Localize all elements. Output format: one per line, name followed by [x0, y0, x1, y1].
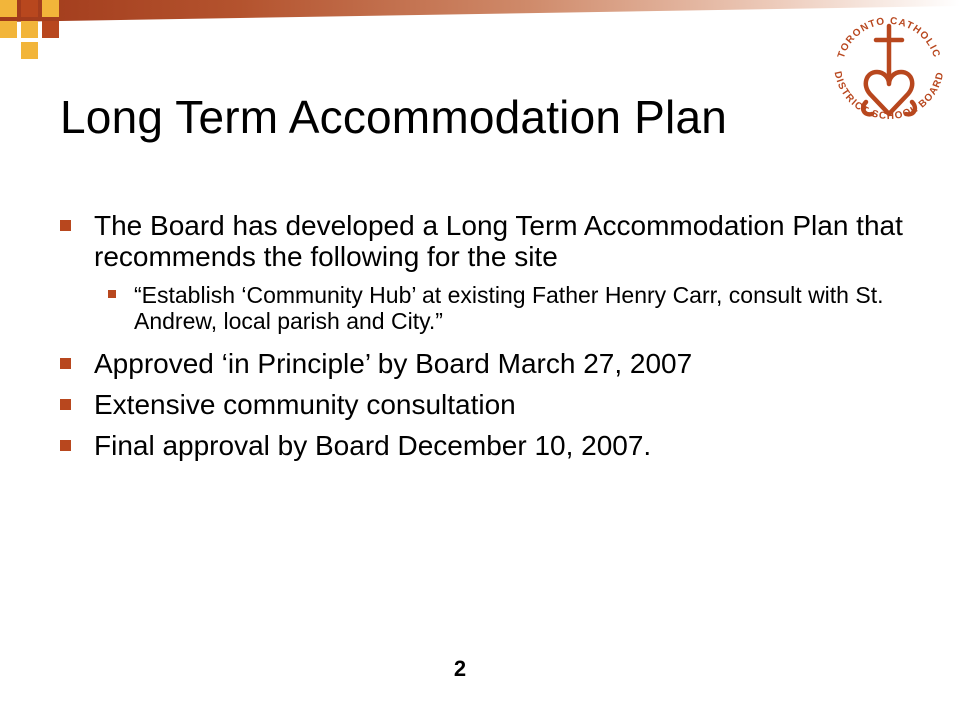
sub-bullet-text: “Establish ‘Community Hub’ at existing Father Henry Carr, consult with St. Andrew, local parish and City.”	[134, 282, 884, 334]
square-bullet-icon	[60, 399, 71, 410]
bullet-text: Final approval by Board December 10, 2007.	[94, 430, 652, 461]
square-bullet-icon	[60, 220, 71, 231]
bullet-text: Approved ‘in Principle’ by Board March 27, 2007	[94, 348, 693, 379]
tcdsb-logo	[820, 2, 958, 140]
bullet-text: Extensive community consultation	[94, 389, 516, 420]
square-bullet-icon	[108, 290, 116, 298]
checker-square	[21, 0, 38, 17]
logo-top-text: TORONTO CATHOLIC	[835, 15, 943, 60]
slide-body	[58, 210, 918, 471]
bullet-item	[58, 430, 918, 461]
bullet-item	[58, 348, 918, 379]
checker-square	[21, 42, 38, 59]
page-number: 2	[453, 656, 467, 681]
header-gradient-band	[0, 0, 960, 40]
checker-square	[21, 21, 38, 38]
cross-heart-icon	[863, 26, 915, 114]
checker-square	[42, 21, 59, 38]
bullet-item	[58, 210, 918, 272]
slide-title: Long Term Accommodation Plan	[60, 91, 728, 143]
corner-checker-decoration	[0, 0, 80, 60]
checker-square	[0, 0, 17, 17]
square-bullet-icon	[60, 440, 71, 451]
checker-square	[42, 0, 59, 17]
bullet-item	[58, 389, 918, 420]
checker-square	[0, 21, 17, 38]
logo-bottom-text: DISTRICT SCHOOL BOARD	[831, 70, 947, 123]
bullet-text: The Board has developed a Long Term Accommodation Plan that recommends the following for the site	[94, 210, 903, 272]
square-bullet-icon	[60, 358, 71, 369]
sub-bullet-item	[58, 282, 918, 334]
